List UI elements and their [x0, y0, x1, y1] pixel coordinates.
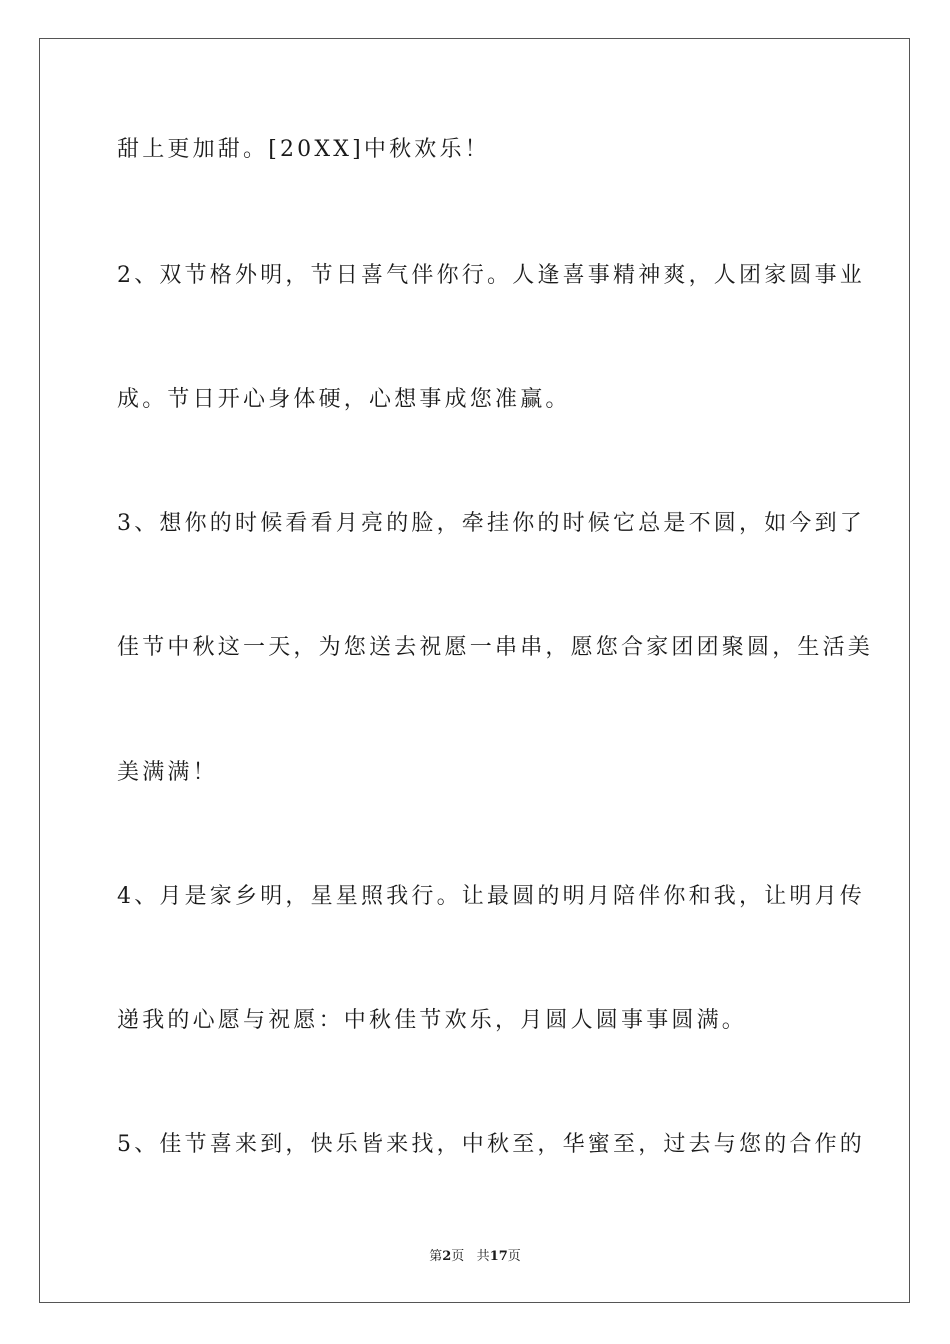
text-line-9: 5、佳节喜来到，快乐皆来找，中秋至，华蜜至，过去与您的合作的	[117, 1132, 865, 1157]
text-line-6: 美满满！	[117, 760, 218, 785]
total-pages: 17	[489, 1249, 508, 1264]
page-number: 2	[442, 1249, 452, 1264]
page-footer	[0, 1248, 950, 1266]
total-suffix: 页	[507, 1249, 521, 1264]
text-line-7: 4、月是家乡明，星星照我行。让最圆的明月陪伴你和我，让明月传	[117, 884, 865, 909]
text-line-2: 2、双节格外明，节日喜气伴你行。人逢喜事精神爽，人团家圆事业	[117, 263, 865, 288]
text-line-8: 递我的心愿与祝愿：中秋佳节欢乐，月圆人圆事事圆满。	[117, 1008, 748, 1033]
page-prefix: 第	[429, 1249, 443, 1264]
total-prefix: 共	[476, 1249, 490, 1264]
page-border	[39, 38, 910, 1303]
text-line-1: 甜上更加甜。[20XX]中秋欢乐！	[117, 137, 490, 162]
text-line-4: 3、想你的时候看看月亮的脸，牵挂你的时候它总是不圆，如今到了	[117, 511, 865, 536]
text-line-3: 成。节日开心身体硬，心想事成您准赢。	[117, 387, 571, 412]
page-suffix: 页	[451, 1249, 465, 1264]
text-line-5: 佳节中秋这一天，为您送去祝愿一串串，愿您合家团团聚圆，生活美	[117, 635, 874, 660]
